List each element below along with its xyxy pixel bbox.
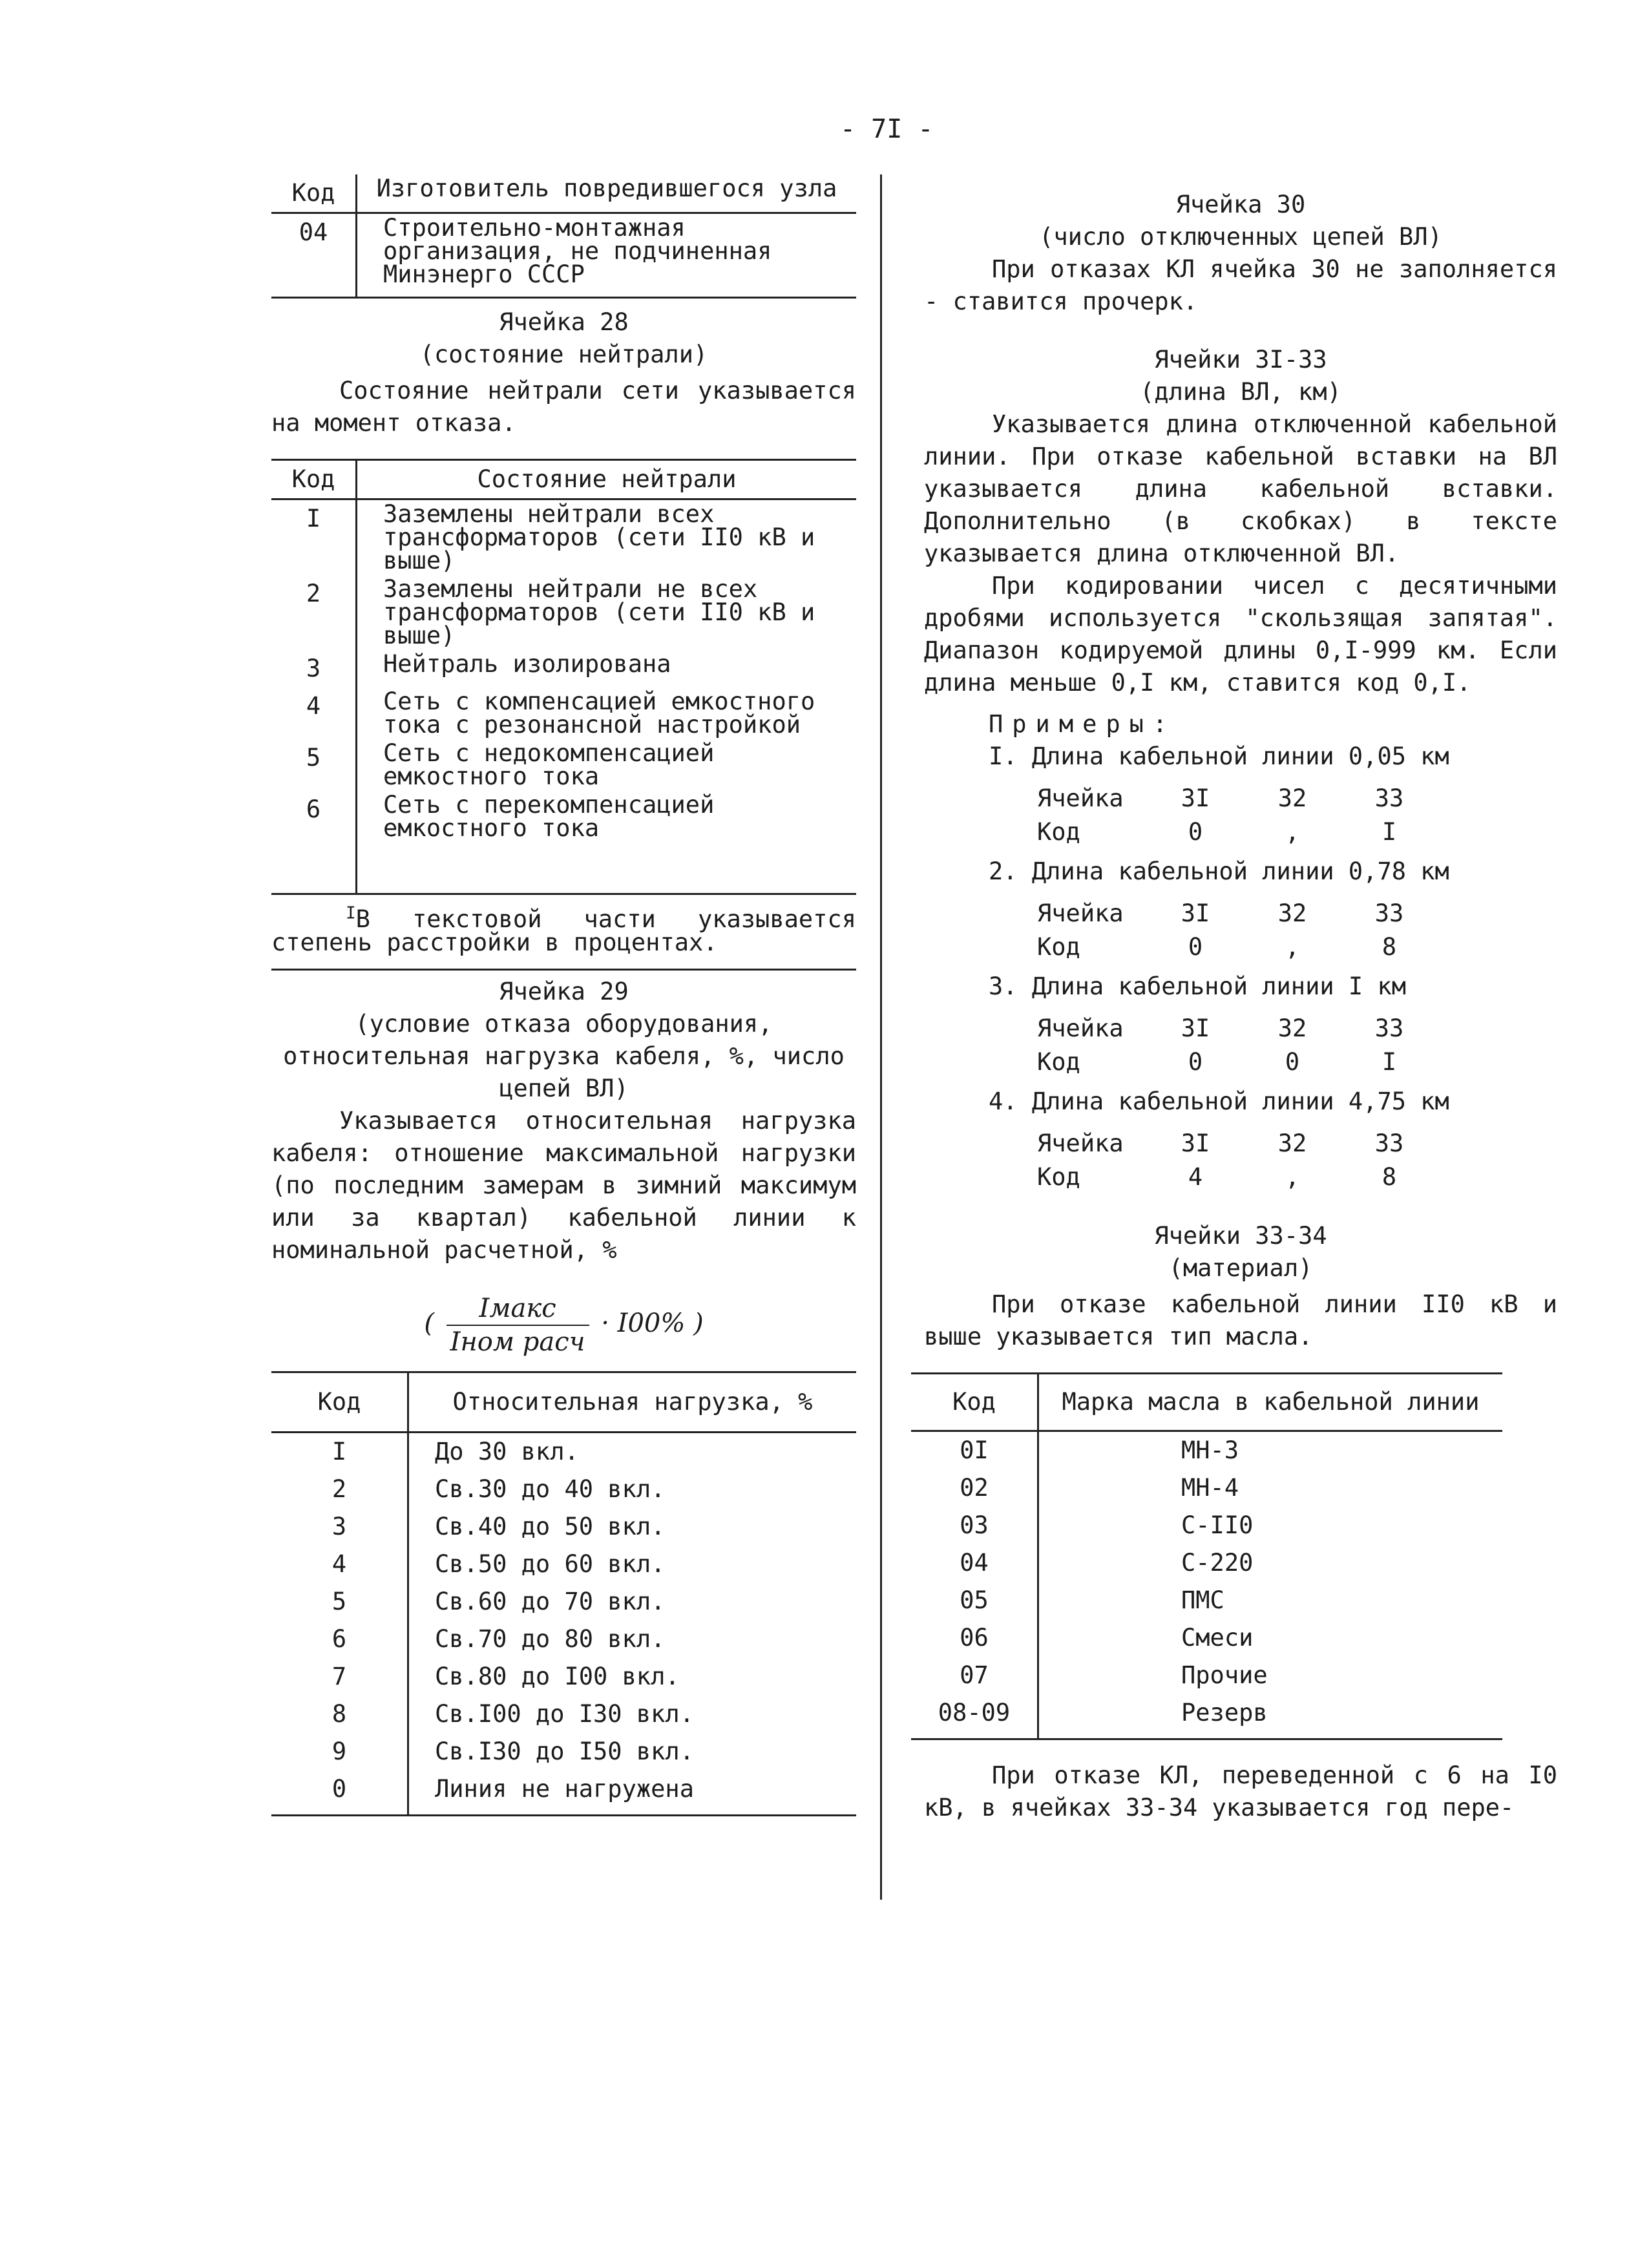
section-subtitle: (состояние нейтрали) bbox=[419, 341, 708, 368]
column-divider bbox=[880, 174, 882, 1900]
table-header: Марка масла в кабельной линии bbox=[1062, 1388, 1480, 1416]
section-title: Ячейка 30 bbox=[1175, 191, 1306, 218]
table-cell: 2 bbox=[271, 1471, 408, 1508]
example-cell: 3I bbox=[1181, 899, 1210, 927]
example-cell: 33 bbox=[1374, 784, 1404, 812]
example-code: 8 bbox=[1381, 1163, 1397, 1191]
example-cell: 3I bbox=[1181, 1129, 1210, 1157]
examples-block bbox=[989, 708, 1557, 1194]
table-cell: Св.40 до 50 вкл. bbox=[435, 1513, 666, 1540]
table-cell: 9 bbox=[271, 1733, 408, 1770]
example-code: , bbox=[1285, 818, 1300, 846]
table-cell: До 30 вкл. bbox=[435, 1438, 579, 1465]
examples-label: Примеры: bbox=[989, 710, 1177, 738]
example-cell: 3I bbox=[1181, 1014, 1210, 1042]
example-row-label: Ячейка bbox=[1037, 899, 1124, 927]
table-cell: 3 bbox=[271, 650, 357, 688]
example-code: 0 bbox=[1188, 1048, 1203, 1076]
table-cell: I bbox=[271, 1433, 408, 1471]
table-cell: С-220 bbox=[1181, 1549, 1254, 1577]
section-subtitle: (условие отказа оборудования, относительная нагрузка кабеля, %, число цепей ВЛ) bbox=[283, 1010, 845, 1102]
example-cell: 32 bbox=[1277, 784, 1307, 812]
example-row-label: Код bbox=[1037, 1048, 1080, 1076]
table-cell: Линия не нагружена bbox=[435, 1775, 694, 1803]
table-cell: Строительно-монтажная организация, не подчиненная Минэнерго СССР bbox=[383, 214, 772, 288]
table-cell: Св.70 до 80 вкл. bbox=[435, 1625, 666, 1653]
example-title: 2. Длина кабельной линии 0,78 км bbox=[989, 857, 1449, 885]
table-cell: С-II0 bbox=[1181, 1511, 1254, 1539]
left-column bbox=[271, 174, 856, 1816]
paragraph: Указывается длина отключенной кабельной линии. При отказе кабельной вставки на ВЛ указывается длина кабельной вставки. Дополнительно (в скобках) в тексте указывается длина отключенной ВЛ. bbox=[924, 410, 1557, 567]
paragraph: При отказах КЛ ячейка 30 не заполняется - ставится прочерк. bbox=[924, 255, 1557, 315]
table-cell: Сеть с компенсацией емкостного тока с резонансной настройкой bbox=[383, 688, 815, 739]
example-code: I bbox=[1381, 818, 1397, 846]
table-cell: 04 bbox=[911, 1544, 1038, 1582]
table-cell: Св.I00 до I30 вкл. bbox=[435, 1700, 694, 1728]
table-header: Относительная нагрузка, % bbox=[452, 1388, 813, 1416]
table-cell: 02 bbox=[911, 1469, 1038, 1507]
table-header: Состояние нейтрали bbox=[477, 465, 737, 493]
table-cell: 08-09 bbox=[911, 1694, 1038, 1739]
example-code: , bbox=[1285, 1163, 1300, 1191]
table-cell: ПМС bbox=[1181, 1586, 1224, 1614]
example-cell: 33 bbox=[1374, 899, 1404, 927]
formula-numerator: Iмакс bbox=[446, 1292, 589, 1326]
example-grid bbox=[1037, 1012, 1557, 1079]
example-code: 0 bbox=[1285, 1048, 1300, 1076]
manufacturer-table bbox=[271, 174, 856, 299]
example-row-label: Ячейка bbox=[1037, 1014, 1124, 1042]
table-cell: Нейтраль изолирована bbox=[383, 650, 671, 678]
table-cell: Сеть с недокомпенсацией емкостного тока bbox=[383, 739, 715, 790]
example-code: 4 bbox=[1188, 1163, 1203, 1191]
table-cell: 0 bbox=[271, 1770, 408, 1816]
table-header: Код bbox=[271, 1372, 408, 1433]
section-subtitle: (число отключенных цепей ВЛ) bbox=[1039, 223, 1442, 251]
section-subtitle: (длина ВЛ, км) bbox=[1140, 378, 1341, 406]
table-cell: 6 bbox=[271, 791, 357, 894]
paragraph: Состояние нейтрали сети указывается на момент отказа. bbox=[271, 377, 856, 437]
table-cell: 2 bbox=[271, 575, 357, 650]
table-header: Код bbox=[271, 174, 357, 213]
section-title: Ячейки 33-34 bbox=[1154, 1222, 1327, 1250]
example-grid bbox=[1037, 782, 1557, 849]
table-cell: 07 bbox=[911, 1657, 1038, 1694]
table-cell: МН-4 bbox=[1181, 1474, 1239, 1502]
load-formula: ( $\frac{\text{Iмакс}}{\text{Iном расч}}$ · I00% ) bbox=[424, 1294, 704, 1357]
page-number: - 7I - bbox=[840, 114, 934, 144]
right-column bbox=[924, 174, 1557, 1824]
table-cell: 04 bbox=[271, 213, 357, 298]
table-cell: 3 bbox=[271, 1508, 408, 1546]
table-cell: 4 bbox=[271, 1546, 408, 1583]
footnote-mark: I bbox=[346, 903, 356, 923]
table-cell: 5 bbox=[271, 1583, 408, 1621]
oil-brand-table bbox=[911, 1372, 1502, 1740]
table-cell: Св.60 до 70 вкл. bbox=[435, 1588, 666, 1615]
table-cell: 4 bbox=[271, 688, 357, 739]
table-cell: 6 bbox=[271, 1621, 408, 1658]
paragraph: Указывается относительная нагрузка кабеля: отношение максимальной нагрузки (по последним замерам в зимний максимум или за квартал) кабельной линии к номинальной расчетной, % bbox=[271, 1107, 856, 1264]
table-cell: I bbox=[271, 499, 357, 576]
section-title: Ячейки 3I-33 bbox=[1154, 346, 1327, 373]
example-cell: 32 bbox=[1277, 1014, 1307, 1042]
table-cell: 03 bbox=[911, 1507, 1038, 1544]
example-row-label: Код bbox=[1037, 818, 1080, 846]
formula-fraction bbox=[446, 1292, 589, 1358]
table-cell: Св.50 до 60 вкл. bbox=[435, 1550, 666, 1578]
table-cell: Заземлены нейтрали всех трансформаторов (сети II0 кВ и выше) bbox=[383, 500, 815, 574]
table-header: Изготовитель повредившегося узла bbox=[376, 174, 837, 202]
example-title: 4. Длина кабельной линии 4,75 км bbox=[989, 1087, 1449, 1115]
footnote bbox=[271, 903, 856, 956]
example-code: , bbox=[1285, 933, 1300, 961]
table-cell: Заземлены нейтрали не всех трансформаторов (сети II0 кВ и выше) bbox=[383, 575, 815, 649]
example-cell: 33 bbox=[1374, 1014, 1404, 1042]
table-cell: 0I bbox=[911, 1431, 1038, 1470]
example-row-label: Код bbox=[1037, 933, 1080, 961]
table-cell: Прочие bbox=[1181, 1661, 1268, 1689]
example-title: 3. Длина кабельной линии I км bbox=[989, 972, 1407, 1000]
section-title: Ячейка 29 bbox=[499, 978, 629, 1005]
table-cell: Св.30 до 40 вкл. bbox=[435, 1475, 666, 1503]
formula-denominator: Iном расч bbox=[450, 1327, 585, 1357]
table-cell: 06 bbox=[911, 1619, 1038, 1657]
paragraph: При кодировании чисел с десятичными дробями используется "скользящая запятая". Диапазон кодируемой длины 0,I-999 км. Если длина меньше 0,I км, ставится код 0,I. bbox=[924, 572, 1557, 697]
table-cell: МН-3 bbox=[1181, 1436, 1239, 1464]
example-cell: 32 bbox=[1277, 899, 1307, 927]
example-row-label: Ячейка bbox=[1037, 784, 1124, 812]
section-title: Ячейка 28 bbox=[499, 308, 629, 336]
example-code: I bbox=[1381, 1048, 1397, 1076]
relative-load-table bbox=[271, 1371, 856, 1816]
table-cell: Св.I30 до I50 вкл. bbox=[435, 1738, 694, 1765]
table-cell: 7 bbox=[271, 1658, 408, 1696]
table-cell: 8 bbox=[271, 1696, 408, 1733]
example-row-label: Код bbox=[1037, 1163, 1080, 1191]
example-code: 0 bbox=[1188, 818, 1203, 846]
table-cell: Сеть с перекомпенсацией емкостного тока bbox=[383, 791, 715, 842]
table-header: Код bbox=[271, 460, 357, 499]
example-code: 8 bbox=[1381, 933, 1397, 961]
footnote-text: В текстовой части указывается степень расстройки в процентах. bbox=[271, 905, 856, 956]
paragraph: При отказе кабельной линии II0 кВ и выше указывается тип масла. bbox=[924, 1290, 1557, 1350]
example-title: I. Длина кабельной линии 0,05 км bbox=[989, 742, 1449, 770]
example-cell: 33 bbox=[1374, 1129, 1404, 1157]
section-subtitle: (материал) bbox=[1168, 1254, 1313, 1282]
table-cell: 5 bbox=[271, 739, 357, 791]
table-cell: 05 bbox=[911, 1582, 1038, 1619]
example-cell: 32 bbox=[1277, 1129, 1307, 1157]
table-header: Код bbox=[911, 1374, 1038, 1431]
neutral-state-table bbox=[271, 459, 856, 895]
table-cell: Резерв bbox=[1181, 1699, 1268, 1727]
example-grid bbox=[1037, 897, 1557, 964]
table-cell: Смеси bbox=[1181, 1624, 1254, 1652]
example-cell: 3I bbox=[1181, 784, 1210, 812]
paragraph: При отказе КЛ, переведенной с 6 на I0 кВ, в ячейках 33-34 указывается год пере- bbox=[924, 1761, 1557, 1822]
example-code: 0 bbox=[1188, 933, 1203, 961]
table-cell: Св.80 до I00 вкл. bbox=[435, 1663, 680, 1690]
example-grid bbox=[1037, 1127, 1557, 1194]
formula-factor: · I00% bbox=[601, 1308, 686, 1338]
example-row-label: Ячейка bbox=[1037, 1129, 1124, 1157]
